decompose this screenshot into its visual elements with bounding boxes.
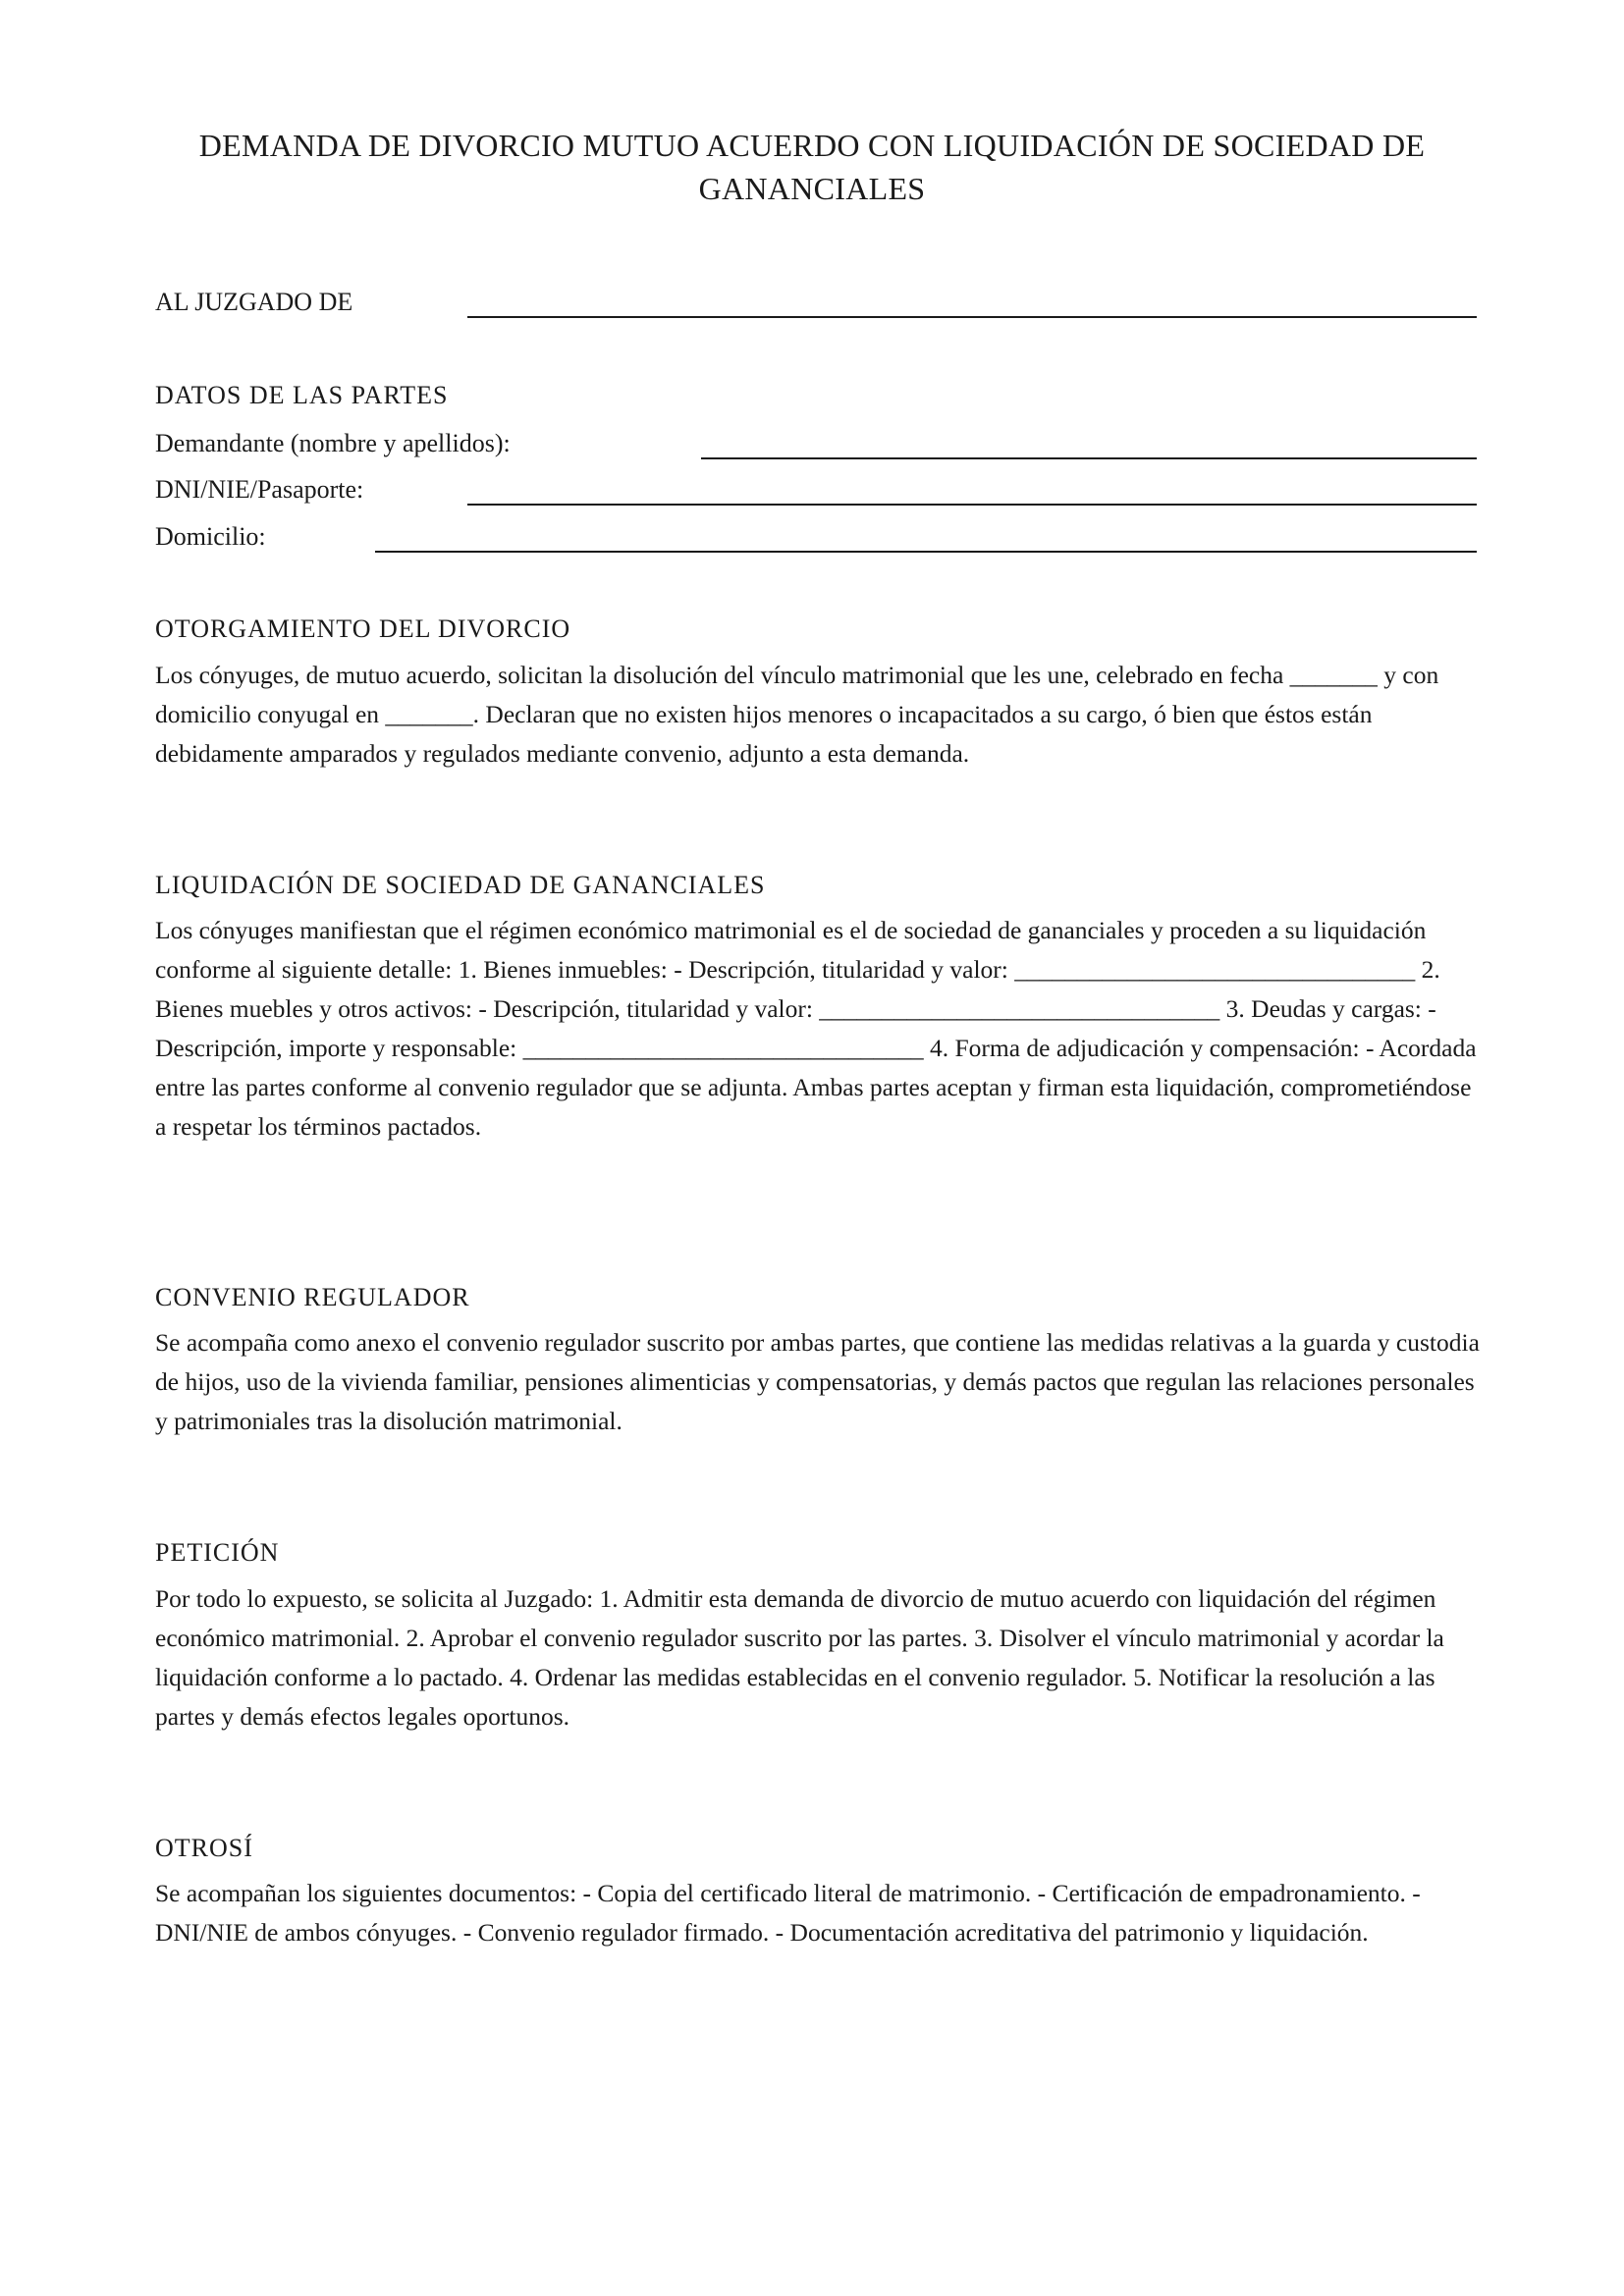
document-title: DEMANDA DE DIVORCIO MUTUO ACUERDO CON LIQUIDACIÓN DE SOCIEDAD DE GANANCIALES xyxy=(198,128,1426,206)
otrosi-text: Se acompañan los siguientes documentos: - Copia del certificado literal de matrimonio. - Certificación de empadronamiento. - DNI/NIE de ambos cónyuges. - Convenio regulador firmado. - Documentación acreditativa del patrimonio y liquidación. xyxy=(155,1879,1421,1947)
domicilio-row xyxy=(155,517,1477,557)
peticion-text: Por todo lo expuesto, se solicita al Juzgado: 1. Admitir esta demanda de divorcio de mutuo acuerdo con liquidación del régimen económico matrimonial. 2. Aprobar el convenio regulador suscrito por las partes. 3. Disolver el vínculo matrimonial y acordar la liquidación conforme a lo pactado. 4. Ordenar las medidas establecidas en el convenio regulador. 5. Notificar la resolución a las partes y demás efectos legales oportunos. xyxy=(155,1584,1444,1731)
dni-row xyxy=(155,470,1477,509)
partes-heading: DATOS DE LAS PARTES xyxy=(155,381,449,409)
demandante-row xyxy=(155,424,1477,463)
domicilio-field[interactable] xyxy=(375,551,1477,553)
convenio-heading: CONVENIO REGULADOR xyxy=(155,1283,470,1311)
demandante-field[interactable] xyxy=(701,457,1477,459)
otorgamiento-heading: OTORGAMIENTO DEL DIVORCIO xyxy=(155,614,571,643)
peticion-heading: PETICIÓN xyxy=(155,1538,280,1567)
liquidacion-heading: LIQUIDACIÓN DE SOCIEDAD DE GANANCIALES xyxy=(155,871,766,899)
dni-label: DNI/NIE/Pasaporte: xyxy=(155,475,364,504)
juzgado-label: AL JUZGADO DE xyxy=(155,288,353,316)
dni-field[interactable] xyxy=(467,504,1477,506)
convenio-text: Se acompaña como anexo el convenio regulador suscrito por ambas partes, que contiene las medidas relativas a la guarda y custodia de hijos, uso de la vivienda familiar, pensiones alimenticias y compensatorias, y demás pactos que regulan las relaciones personales y patrimoniales tras la disolución matrimonial. xyxy=(155,1328,1480,1435)
otrosi-heading: OTROSÍ xyxy=(155,1834,253,1862)
demandante-label: Demandante (nombre y apellidos): xyxy=(155,429,511,457)
otorgamiento-text: Los cónyuges, de mutuo acuerdo, solicitan la disolución del vínculo matrimonial que les une, celebrado en fecha _______ y con domicilio conyugal en _______. Declaran que no existen hijos menores o incapacitados a su cargo, ó bien que éstos están debidamente amparados y regulados mediante convenio, adjunto a esta demanda. xyxy=(155,661,1439,768)
juzgado-field[interactable] xyxy=(467,316,1477,318)
liquidacion-text: Los cónyuges manifiestan que el régimen económico matrimonial es el de sociedad de gananciales y proceden a su liquidación conforme al siguiente detalle: 1. Bienes inmuebles: - Descripción, titularidad y valor: ________________________________ 2. Bienes muebles y otros activos: - Descripción, titularidad y valor: ________________________________ 3. Deudas y cargas: - Descripción, importe y responsable: ________________________________ 4. Forma de adjudicación y compensación: - Acordada entre las partes conforme al convenio regulador que se adjunta. Ambas partes aceptan y firman esta liquidación, comprometiéndose a respetar los términos pactados. xyxy=(155,916,1477,1141)
juzgado-row xyxy=(155,283,1477,322)
domicilio-label: Domicilio: xyxy=(155,522,266,551)
